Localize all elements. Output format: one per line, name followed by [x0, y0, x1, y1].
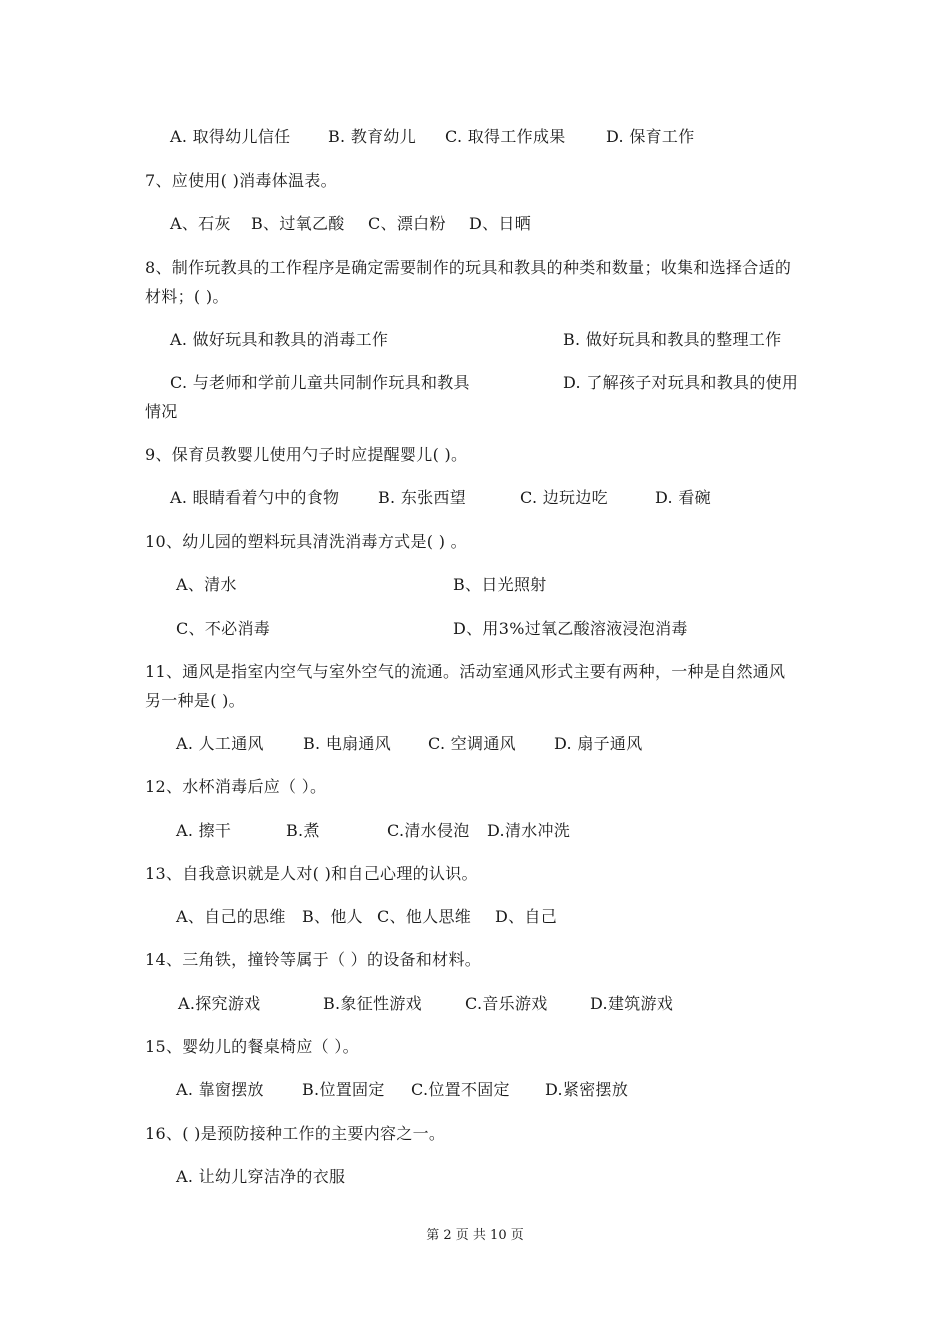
- q12-option-d: D.清水冲洗: [487, 821, 571, 840]
- q13-option-a: A、自己的思维: [176, 907, 286, 926]
- q13-option-d: D、自己: [495, 907, 558, 926]
- q16-option-a: A. 让幼儿穿洁净的衣服: [176, 1167, 346, 1186]
- q12-stem: 12、水杯消毒后应（ ）。: [145, 777, 327, 796]
- q8-option-d-line2: 情况: [145, 402, 178, 421]
- q11-option-c: C. 空调通风: [428, 734, 516, 753]
- q9-stem: 9、保育员教婴儿使用勺子时应提醒婴儿( )。: [145, 445, 468, 464]
- q8-option-d-line1: D. 了解孩子对玩具和教具的使用: [563, 373, 799, 392]
- q7-stem: 7、应使用( )消毒体温表。: [145, 171, 337, 190]
- q9-option-a: A. 眼睛看着勺中的食物: [170, 488, 340, 507]
- q11-option-b: B. 电扇通风: [303, 734, 392, 753]
- q10-option-d: D、用3%过氧乙酸溶液浸泡消毒: [453, 619, 688, 638]
- q8-option-b: B. 做好玩具和教具的整理工作: [563, 330, 782, 349]
- q14-option-b: B.象征性游戏: [323, 994, 422, 1013]
- q12-option-a: A. 擦干: [176, 821, 232, 840]
- q12-option-b: B.煮: [286, 821, 320, 840]
- q15-option-b: B.位置固定: [302, 1080, 385, 1099]
- q14-option-c: C.音乐游戏: [465, 994, 548, 1013]
- q14-option-a: A.探究游戏: [178, 994, 261, 1013]
- q15-option-a: A. 靠窗摆放: [176, 1080, 264, 1099]
- q6-option-b: B. 教育幼儿: [328, 127, 417, 146]
- q7-option-b: B、过氧乙酸: [251, 214, 345, 233]
- q8-option-a: A. 做好玩具和教具的消毒工作: [170, 330, 389, 349]
- q9-option-c: C. 边玩边吃: [520, 488, 608, 507]
- q10-option-b: B、日光照射: [453, 575, 547, 594]
- q15-option-c: C.位置不固定: [411, 1080, 510, 1099]
- q11-option-d: D. 扇子通风: [554, 734, 643, 753]
- q11-option-a: A. 人工通风: [176, 734, 264, 753]
- q6-option-c: C. 取得工作成果: [445, 127, 566, 146]
- q8-stem-line2: 材料；( )。: [145, 287, 229, 306]
- q14-option-d: D.建筑游戏: [590, 994, 674, 1013]
- q16-stem: 16、( )是预防接种工作的主要内容之一。: [145, 1124, 446, 1143]
- q6-option-d: D. 保育工作: [606, 127, 695, 146]
- q10-option-a: A、清水: [176, 575, 237, 594]
- q13-option-b: B、他人: [302, 907, 363, 926]
- q7-option-d: D、日晒: [469, 214, 532, 233]
- q14-stem: 14、三角铁，撞铃等属于（ ）的设备和材料。: [145, 950, 482, 969]
- q13-stem: 13、自我意识就是人对( )和自己心理的认识。: [145, 864, 478, 883]
- q15-option-d: D.紧密摆放: [545, 1080, 629, 1099]
- q11-stem-line1: 11、通风是指室内空气与室外空气的流通。活动室通风形式主要有两种，一种是自然通风: [145, 662, 786, 681]
- q12-option-c: C.清水侵泡: [387, 821, 470, 840]
- q7-option-c: C、漂白粉: [368, 214, 446, 233]
- q6-option-a: A. 取得幼儿信任: [170, 127, 291, 146]
- q13-option-c: C、他人思维: [377, 907, 472, 926]
- q8-stem-line1: 8、制作玩教具的工作程序是确定需要制作的玩具和教具的种类和数量；收集和选择合适的: [145, 258, 792, 277]
- q8-option-c: C. 与老师和学前儿童共同制作玩具和教具: [170, 373, 470, 392]
- q9-option-d: D. 看碗: [655, 488, 711, 507]
- q11-stem-line2: 另一种是( )。: [145, 691, 245, 710]
- q7-option-a: A、石灰: [170, 214, 231, 233]
- q15-stem: 15、婴幼儿的餐桌椅应（ ）。: [145, 1037, 359, 1056]
- q10-stem: 10、幼儿园的塑料玩具清洗消毒方式是( ) 。: [145, 532, 467, 551]
- q10-option-c: C、不必消毒: [176, 619, 271, 638]
- page-number-footer: 第 2 页 共 10 页: [426, 1228, 524, 1243]
- q9-option-b: B. 东张西望: [378, 488, 467, 507]
